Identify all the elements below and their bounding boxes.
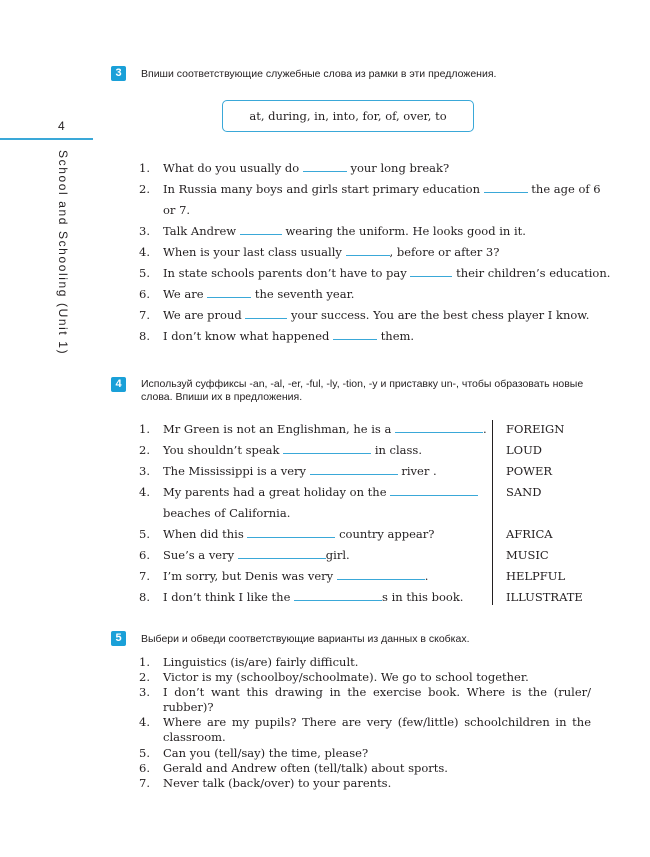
item-text-before: I don’t know what happened xyxy=(163,329,330,343)
item-text-before: You shouldn’t speak xyxy=(163,443,280,457)
item-number: 8. xyxy=(139,590,150,604)
item-number: 3. xyxy=(139,464,150,478)
item-text: Can you (tell/say) the time, please? xyxy=(163,746,369,760)
item-number: 2. xyxy=(139,670,150,684)
item-number: 5. xyxy=(139,266,150,280)
item-number: 6. xyxy=(139,761,150,775)
item-number: 5. xyxy=(139,527,150,541)
page-number: 4 xyxy=(58,119,65,133)
item-text: Gerald and Andrew often (tell/talk) about sports. xyxy=(163,761,448,775)
keyword: MUSIC xyxy=(506,548,549,562)
exercise-5-instruction: Выбери и обведи соответствующие варианты из данных в скобках. xyxy=(141,633,470,645)
item-number: 3. xyxy=(139,224,150,238)
item-text-continuation: or 7. xyxy=(163,203,191,217)
item-text-after: . xyxy=(424,569,429,583)
item-text-after: country appear? xyxy=(339,527,435,541)
item-text-before: We are xyxy=(163,287,204,301)
item-number: 8. xyxy=(139,329,150,343)
item-text-after: river . xyxy=(401,464,437,478)
item-text-before: We are proud xyxy=(163,308,242,322)
item-number: 4. xyxy=(139,245,150,259)
item-number: 7. xyxy=(139,776,150,790)
item-text-before: I’m sorry, but Denis was very xyxy=(163,569,334,583)
item-number: 4. xyxy=(139,715,150,729)
item-text-after: the seventh year. xyxy=(254,287,355,301)
item-text: Linguistics (is/are) fairly difficult. xyxy=(163,655,359,669)
answer-blank[interactable] xyxy=(333,330,377,340)
unit-title: School and Schooling (Unit 1) xyxy=(56,150,70,356)
item-number: 5. xyxy=(139,746,150,760)
item-text-continuation: beaches of California. xyxy=(163,506,291,520)
answer-blank[interactable] xyxy=(410,267,452,277)
answer-blank[interactable] xyxy=(238,549,326,559)
side-rule xyxy=(0,138,93,140)
item-text-after: in class. xyxy=(374,443,422,457)
exercise-3-instruction: Впиши соответствующие служебные слова из рамки в эти предложения. xyxy=(141,68,497,80)
answer-blank[interactable] xyxy=(303,162,347,172)
exercise-5-badge: 5 xyxy=(111,631,126,646)
item-text-after: your long break? xyxy=(350,161,450,175)
answer-blank[interactable] xyxy=(346,246,390,256)
item-number: 2. xyxy=(139,443,150,457)
answer-blank[interactable] xyxy=(247,528,335,538)
item-text-before: When is your last class usually xyxy=(163,245,342,259)
item-number: 6. xyxy=(139,287,150,301)
item-text: I don’t want this drawing in the exercise book. Where is the (ruler/ rubber)? xyxy=(163,685,591,714)
item-text: Where are my pupils? There are very (few/little) schoolchildren in the classroom. xyxy=(163,715,591,744)
item-text-before: In Russia many boys and girls start primary education xyxy=(163,182,480,196)
answer-blank[interactable] xyxy=(310,465,398,475)
item-text-after: wearing the uniform. He looks good in it. xyxy=(285,224,526,238)
item-number: 1. xyxy=(139,422,150,436)
exercise-3-badge: 3 xyxy=(111,66,126,81)
item-text-after: them. xyxy=(380,329,415,343)
item-text-before: What do you usually do xyxy=(163,161,300,175)
item-number: 3. xyxy=(139,685,150,699)
keyword: POWER xyxy=(506,464,553,478)
item-number: 7. xyxy=(139,308,150,322)
item-text-after: their children’s education. xyxy=(456,266,611,280)
answer-blank[interactable] xyxy=(245,309,287,319)
item-number: 7. xyxy=(139,569,150,583)
keyword: LOUD xyxy=(506,443,542,457)
answer-blank[interactable] xyxy=(337,570,425,580)
item-number: 2. xyxy=(139,182,150,196)
answer-blank[interactable] xyxy=(390,486,478,496)
item-text-before: In state schools parents don’t have to pay xyxy=(163,266,407,280)
keyword: AFRICA xyxy=(506,527,553,541)
item-text-after: girl. xyxy=(325,548,350,562)
item-text-after: s in this book. xyxy=(382,590,464,604)
item-text-after: your success. You are the best chess player I know. xyxy=(291,308,590,322)
item-text-before: The Mississippi is a very xyxy=(163,464,307,478)
answer-blank[interactable] xyxy=(395,423,483,433)
exercise-4-badge: 4 xyxy=(111,377,126,392)
answer-blank[interactable] xyxy=(283,444,371,454)
item-text: Never talk (back/over) to your parents. xyxy=(163,776,392,790)
keyword: SAND xyxy=(506,485,542,499)
item-text-after: . xyxy=(482,422,487,436)
item-text-before: Mr Green is not an Englishman, he is a xyxy=(163,422,392,436)
keyword-divider xyxy=(492,420,493,605)
item-text-before: Sue’s a very xyxy=(163,548,235,562)
item-text-before: When did this xyxy=(163,527,244,541)
word-box: at, during, in, into, for, of, over, to xyxy=(222,100,474,132)
item-number: 4. xyxy=(139,485,150,499)
answer-blank[interactable] xyxy=(240,225,282,235)
item-number: 6. xyxy=(139,548,150,562)
keyword: ILLUSTRATE xyxy=(506,590,583,604)
item-text-before: My parents had a great holiday on the xyxy=(163,485,387,499)
item-text-after: the age of 6 xyxy=(531,182,601,196)
item-text: Victor is my (schoolboy/schoolmate). We go to school together. xyxy=(163,670,529,684)
item-text-before: I don’t think I like the xyxy=(163,590,291,604)
item-number: 1. xyxy=(139,161,150,175)
keyword: HELPFUL xyxy=(506,569,566,583)
item-text-before: Talk Andrew xyxy=(163,224,237,238)
item-number: 1. xyxy=(139,655,150,669)
keyword: FOREIGN xyxy=(506,422,565,436)
answer-blank[interactable] xyxy=(294,591,382,601)
exercise-4-instruction: Используй суффиксы -an, -al, -er, -ful, -ly, -tion, -y и приставку un-, чтобы образовать новые слова. Впиши их в предложения. xyxy=(141,378,584,403)
answer-blank[interactable] xyxy=(207,288,251,298)
item-text-after: , before or after 3? xyxy=(389,245,500,259)
answer-blank[interactable] xyxy=(484,183,528,193)
